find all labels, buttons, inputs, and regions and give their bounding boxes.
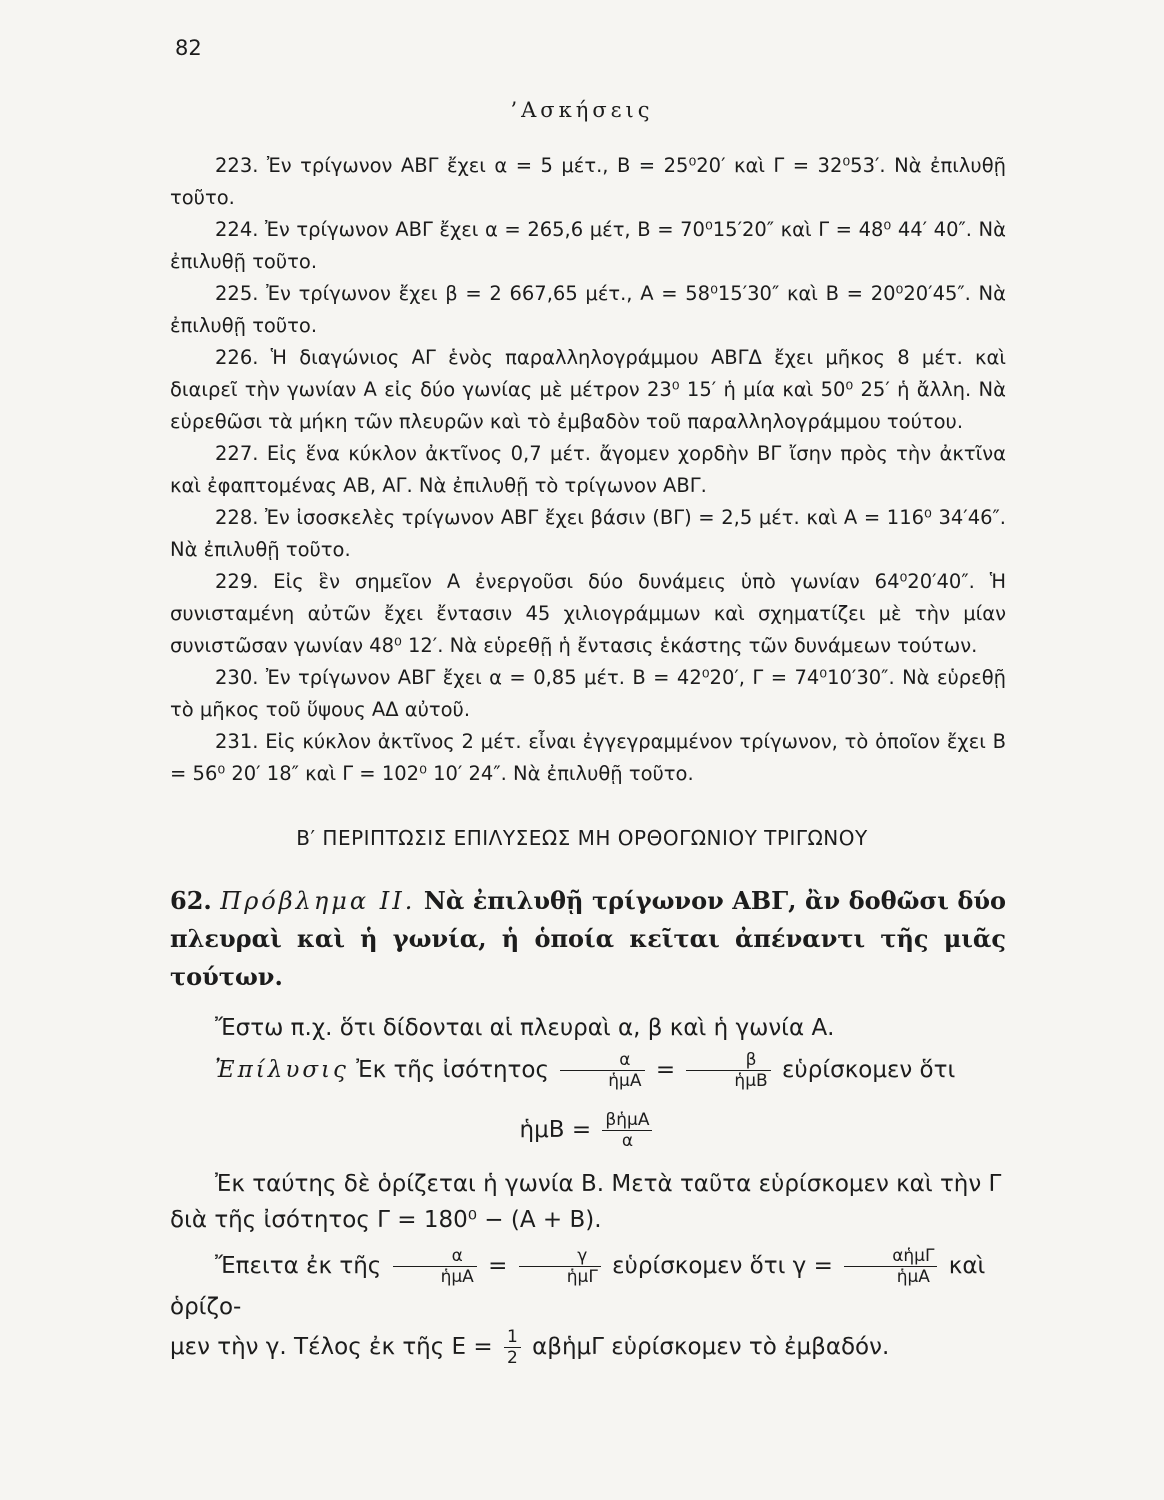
page-number: 82 — [175, 36, 202, 60]
fraction-bsinA-over-a: $\frac{\text{βἡμΑ}}{\alpha}$ — [602, 1110, 652, 1151]
fraction-asinC-over-sinA: $\frac{\text{αἡμΓ}}{\text{ἡμΑ}}$ — [844, 1246, 937, 1287]
section-title: Β′ ΠΕΡΙΠΤΩΣΙΣ ΕΠΙΛΥΣΕΩΣ ΜΗ ΟΡΘΟΓΩΝΙΟΥ ΤΡΙΓΩΝΟΥ — [296, 826, 868, 850]
exercise-item: 224. Ἐν τρίγωνον ΑΒΓ ἔχει α = 265,6 μέτ, Β = 70⁰15′20″ καὶ Γ = 48⁰ 44′ 40″. Νὰ ἐπιλυθῇ τοῦτο. — [170, 218, 1006, 273]
fraction-one-half: $\frac{1}{2}$ — [504, 1327, 521, 1368]
exercise-item: 228. Ἐν ἰσοσκελὲς τρίγωνον ΑΒΓ ἔχει βάσιν (ΒΓ) = 2,5 μέτ. καὶ Α = 116⁰ 34′46″. Νὰ ἐπιλυθῇ τοῦτο. — [170, 506, 1006, 561]
exercise-item: 223. Ἐν τρίγωνον ΑΒΓ ἔχει α = 5 μέτ., Β = 25⁰20′ καὶ Γ = 32⁰53′. Νὰ ἐπιλυθῇ τοῦτο. — [170, 154, 1006, 209]
problem-number: 62. — [170, 886, 212, 915]
paragraph-angle-c — [170, 1166, 1006, 1238]
exercise-item: 226. Ἡ διαγώνιος ΑΓ ἑνὸς παραλληλογράμμου ΑΒΓΔ ἔχει μῆκος 8 μέτ. καὶ διαιρεῖ τὴν γωνίαν Α εἰς δύο γωνίας μὲ μέτρον 23⁰ 15′ ἡ μία καὶ 50⁰ 25′ ἡ ἄλλη. Νὰ εὑρεθῶσι τὰ μήκη τῶν πλευρῶν καὶ τὸ ἐμβαδὸν τοῦ παραλληλογράμμου τούτου. — [170, 346, 1006, 433]
given-paragraph — [170, 1010, 1006, 1046]
para1-text: Ἐκ ταύτης δὲ ὁρίζεται ἡ γωνία Β. Μετὰ ταῦτα εὑρίσκομεν καὶ τὴν Γ διὰ τῆς ἰσότητος Γ = 180⁰ − (Α + Β). — [170, 1171, 1002, 1233]
given-text: Ἔστω π.χ. ὅτι δίδονται αἱ πλευραὶ α, β καὶ ἡ γωνία Α. — [215, 1015, 835, 1041]
problem-text: Νὰ ἐπιλυθῇ τρίγωνον ΑΒΓ, ἂν δοθῶσι δύο πλευραὶ καὶ ἡ γωνία, ἡ ὁποία κεῖται ἀπέναντι τῆς μιᾶς τούτων. — [170, 886, 1006, 991]
formula-lhs: ἡμΒ = — [519, 1117, 592, 1143]
problem-label: Πρόβλημα ΙΙ. — [220, 887, 416, 915]
fraction-b-over-sinB: $\frac{\beta}{\text{ἡμΒ}}$ — [686, 1050, 770, 1091]
exercise-item: 231. Εἰς κύκλον ἀκτῖνος 2 μέτ. εἶναι ἐγγεγραμμένον τρίγωνον, τὸ ὁποῖον ἔχει Β = 56⁰ 20′ 18″ καὶ Γ = 102⁰ 10′ 24″. Νὰ ἐπιλυθῇ τοῦτο. — [170, 730, 1006, 785]
solution-intro: Ἐκ τῆς ἰσότητος — [356, 1057, 549, 1083]
sinB-formula — [170, 1110, 1006, 1151]
exercise-item: 225. Ἐν τρίγωνον ἔχει β = 2 667,65 μέτ., Α = 58⁰15′30″ καὶ Β = 20⁰20′45″. Νὰ ἐπιλυθῇ τοῦτο. — [170, 282, 1006, 337]
fraction-a-over-sinA-2: $\frac{\alpha}{\text{ἡμΑ}}$ — [393, 1246, 477, 1287]
fraction-c-over-sinC: $\frac{\gamma}{\text{ἡμΓ}}$ — [519, 1246, 601, 1287]
problem-statement — [170, 882, 1006, 996]
exercise-item: 229. Εἰς ἓν σημεῖον Α ἐνεργοῦσι δύο δυνάμεις ὑπὸ γωνίαν 64⁰20′40″. Ἡ συνισταμένη αὐτῶν ἔχει ἔντασιν 45 χιλιογράμμων καὶ σχηματίζει μὲ τὴν μίαν συνιστῶσαν γωνίαν 48⁰ 12′. Νὰ εὑρεθῇ ἡ ἔντασις ἑκάστης τῶν δυνάμεων τούτων. — [170, 570, 1006, 657]
exercise-item: 227. Εἰς ἕνα κύκλον ἀκτῖνος 0,7 μέτ. ἄγομεν χορδὴν ΒΓ ἴσην πρὸς τὴν ἀκτῖνα καὶ ἐφαπτομένας ΑΒ, ΑΓ. Νὰ ἐπιλυθῇ τὸ τρίγωνον ΑΒΓ. — [170, 442, 1006, 497]
exercise-list — [170, 150, 1006, 790]
solution-line — [170, 1050, 1006, 1091]
exercises-heading: ’Ασκήσεις — [510, 98, 654, 122]
equals-sign: = — [655, 1057, 676, 1083]
solution-after: εὑρίσκομεν ὅτι — [782, 1057, 956, 1083]
exercise-item: 230. Ἐν τρίγωνον ΑΒΓ ἔχει α = 0,85 μέτ. Β = 42⁰20′, Γ = 74⁰10′30″. Νὰ εὑρεθῇ τὸ μῆκος τοῦ ὕψους ΑΔ αὐτοῦ. — [170, 666, 1006, 721]
fraction-a-over-sinA: $\frac{\alpha}{\text{ἡμΑ}}$ — [560, 1050, 644, 1091]
solution-label: Ἐπίλυσις — [215, 1057, 349, 1083]
paragraph-side-c: Ἔπειτα ἐκ τῆς $\frac{\alpha}{\text{ἡμΑ}}$ = $\frac{\gamma}{\text{ἡμΓ}}$ εὑρίσκομεν ὅτι γ = $\frac{\text{αἡμΓ}}{\text{ἡμΑ}}$ καὶ ὁρίζο- μεν τὴν γ. Τέλος ἐκ τῆς Ε = $\frac{1}{2}$ αβἡμΓ εὑρίσκομεν τὸ ἐμβαδόν. — [170, 1246, 986, 1368]
